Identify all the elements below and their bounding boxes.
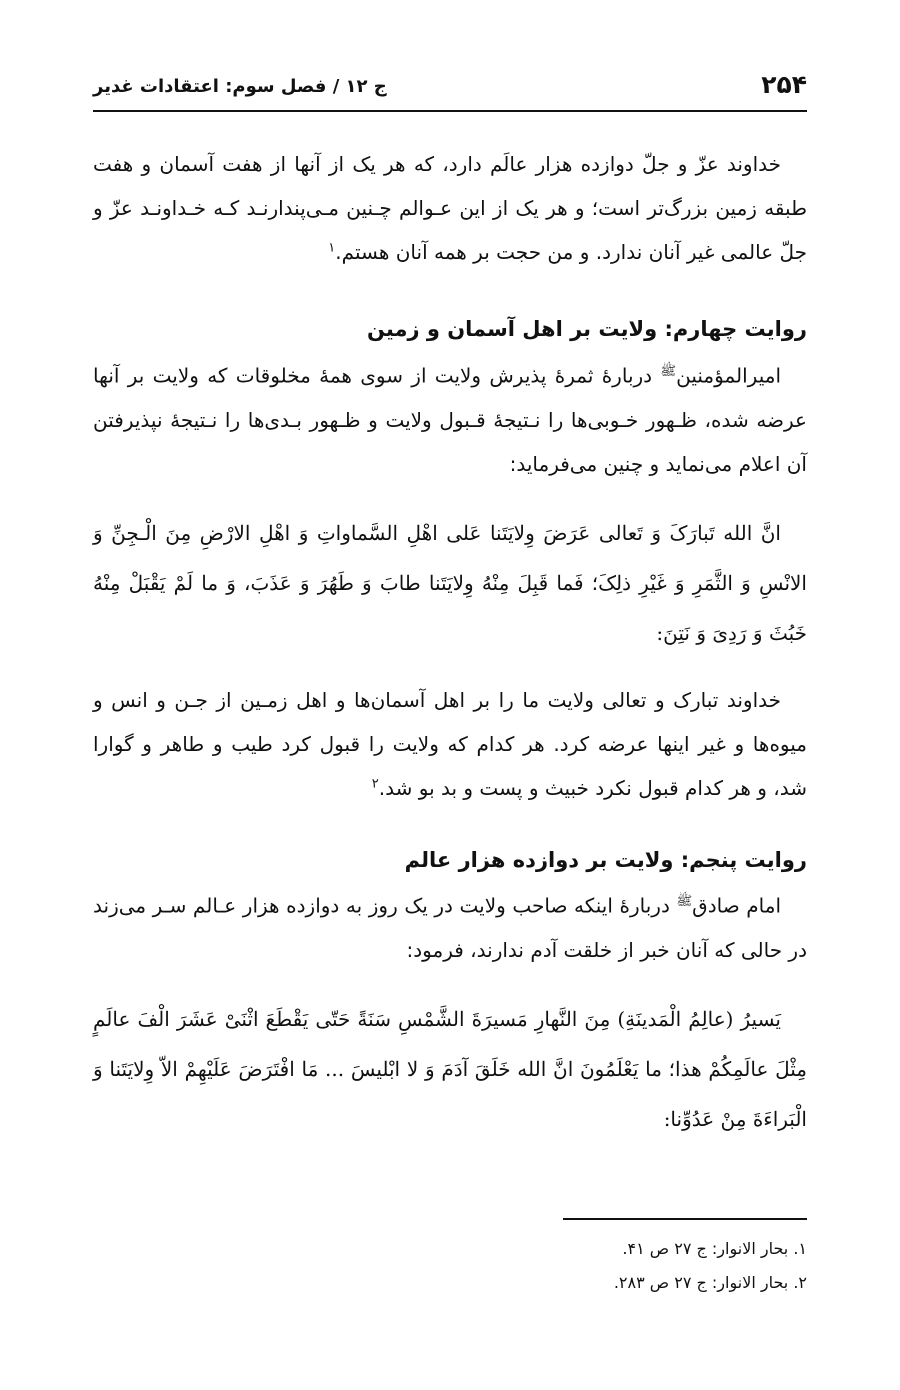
honorific-sign: ﷺ <box>660 364 677 379</box>
footnote-divider <box>563 1218 807 1220</box>
page-number: ۲۵۴ <box>761 70 807 99</box>
footnote-1: ۱. بحار الانوار: ج ۲۷ ص ۴۱. <box>622 1239 807 1258</box>
section-heading-5: روایت پنجم: ولایت بر دوازده هزار عالم <box>404 848 807 872</box>
paragraph-intro <box>93 142 807 274</box>
section-5-intro-rest: دربارهٔ اینکه صاحب ولایت در یک روز به دوازده هزار عـالم سـر می‌زند در حالی که آنان خبر از خلقت آدم ندارند، فرمود: <box>93 893 807 962</box>
section-4-arabic-text: انَّ الله تَبارَکَ وَ تَعالی عَرَضَ وِلایَتَنا عَلی اهْلِ السَّماواتِ وَ اهْلِ الارْضِ مِنَ الْـجِنِّ وَ الانْسِ وَ الثَّمَرِ وَ غَیْرِ ذلِکَ؛ فَما قَبِلَ مِنْهُ وِلایَتَنا طابَ وَ طَهُرَ وَ عَذَبَ، وَ ما لَمْ یَقْبَلْ مِنْهُ خَبُثَ وَ رَدِیَ وَ نَتِنَ: <box>93 521 807 645</box>
section-4-intro-rest: دربارهٔ ثمرهٔ پذیرش ولایت از سوی همهٔ مخلوقات که ولایت بر آنها عرضه شده، ظـهور خـوبی‌ها را نـتیجهٔ قـبول ولایت و ظـهور بـدی‌ها را نـتیجهٔ نپذیرفتن آن اعلام می‌نماید و چنین می‌فرماید: <box>93 363 807 476</box>
section-5-arabic-text: یَسیرُ (عالِمُ الْمَدینَةِ) مِنَ النَّهارِ مَسیرَةَ الشَّمْسِ سَنَةً حَتّی یَقْطَعَ اثْنَیْ عَشَرَ الْفَ عالَمٍ مِثْلَ عالَمِکُمْ هذا؛ ما یَعْلَمُونَ انَّ الله خَلَقَ آدَمَ وَ لا ابْلیسَ ... مَا افْتَرَضَ عَلَیْهِمْ الاّ وِلایَتَنا وَ الْبَراءَةَ مِنْ عَدُوِّنا: <box>93 1007 807 1131</box>
footnote-2: ۲. بحار الانوار: ج ۲۷ ص ۲۸۳. <box>613 1273 807 1292</box>
running-title: ج ۱۲ / فصل سوم: اعتقادات غدیر <box>93 76 387 97</box>
section-5-intro <box>93 880 807 972</box>
paragraph-intro-text: خداوند عزّ و جلّ دوازده هزار عالَم دارد، که هر یک از آنها از هفت آسمان و هفت طبقه زمین بزرگ‌تر است؛ و هر یک از این عـوالم چـنین مـی‌پندارنـد کـه خـداونـد عزّ و جلّ عالمی غیر آنان ندارد. و من حجت بر همه آنان هستم. <box>93 152 807 264</box>
honorific-sign: ﷺ <box>676 894 693 909</box>
section-5-intro-start: امام صادق <box>692 893 781 918</box>
section-heading-4: روایت چهارم: ولایت بر اهل آسمان و زمین <box>366 317 807 341</box>
section-4-intro-start: امیرالمؤمنین <box>676 363 782 388</box>
page-header <box>93 62 807 112</box>
section-4-translation-text: خداوند تبارک و تعالی ولایت ما را بر اهل آسمان‌ها و اهل زمـین از جـن و انس و میوه‌ها و غیر اینها عرضه کرد. هر کدام که ولایت را قبول کرد طیب و طاهر و گوارا شد، و هر کدام قبول نکرد خبیث و پست و بد بو شد. <box>93 688 807 800</box>
footnote-ref-1: ۱ <box>328 240 336 256</box>
section-4-translation <box>93 678 807 810</box>
footnote-ref-2: ۲ <box>371 776 379 792</box>
section-4-intro <box>93 350 807 486</box>
section-4-arabic-quote <box>93 508 807 658</box>
section-5-arabic-quote <box>93 994 807 1144</box>
